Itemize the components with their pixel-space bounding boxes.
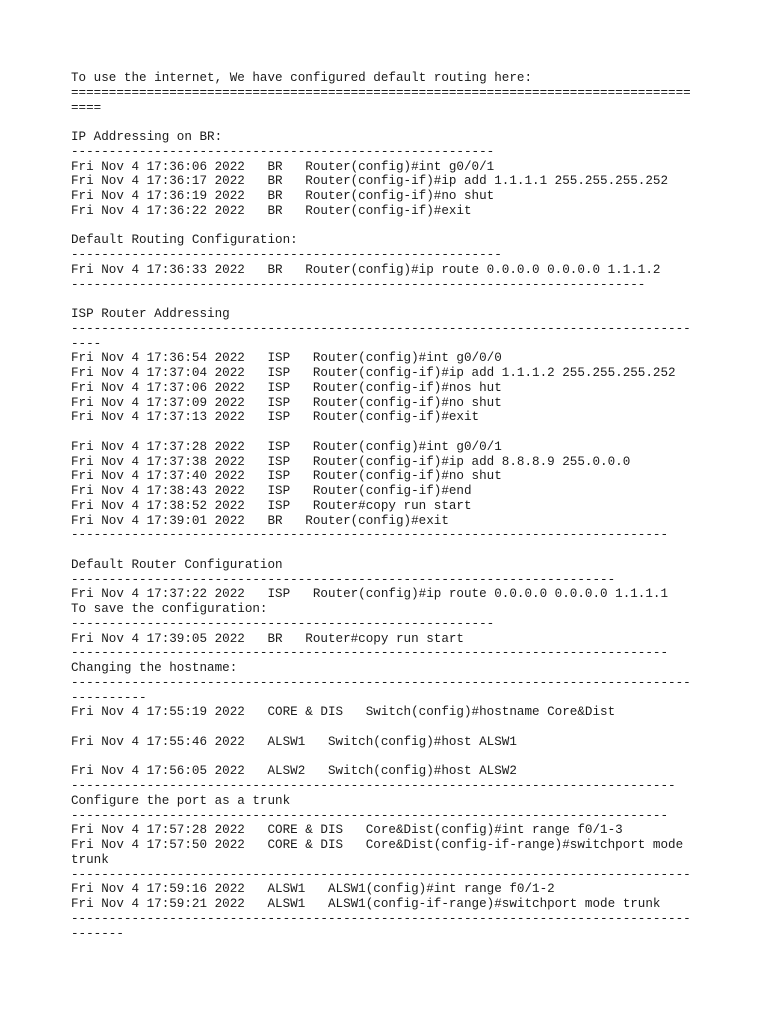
doc-line: Fri Nov 4 17:37:06 2022 ISP Router(config-if)#nos hut bbox=[71, 380, 502, 395]
doc-line: Fri Nov 4 17:38:52 2022 ISP Router#copy run start bbox=[71, 498, 472, 513]
doc-line: Configure the port as a trunk bbox=[71, 793, 291, 808]
doc-line: Fri Nov 4 17:59:16 2022 ALSW1 ALSW1(config)#int range f0/1-2 bbox=[71, 882, 555, 897]
doc-line bbox=[71, 720, 711, 735]
doc-line: ISP Router Addressing bbox=[71, 307, 230, 321]
doc-line: ------------------------------------------------------------------------------- bbox=[71, 528, 669, 543]
doc-line: Fri Nov 4 17:57:50 2022 CORE & DIS Core&Dist(config-if-range)#switchport mode bbox=[71, 838, 684, 852]
doc-line: Default Router Configuration bbox=[71, 557, 283, 572]
doc-line: ---- bbox=[71, 336, 102, 351]
doc-line: ---------------------------------------------------------------------------------- bbox=[71, 911, 691, 926]
doc-line: Fri Nov 4 17:37:04 2022 ISP Router(config-if)#ip add 1.1.1.2 255.255.255.252 bbox=[71, 366, 676, 380]
doc-line: ------------------------------------------------------------------------------- bbox=[71, 646, 669, 661]
doc-line bbox=[71, 750, 711, 765]
doc-line: Fri Nov 4 17:36:06 2022 BR Router(config)#int g0/0/1 bbox=[71, 159, 495, 174]
doc-line: Fri Nov 4 17:39:01 2022 BR Router(config)#exit bbox=[71, 513, 449, 528]
doc-line: Default Routing Configuration: bbox=[71, 233, 298, 248]
doc-line bbox=[71, 425, 711, 440]
doc-line: Fri Nov 4 17:36:54 2022 ISP Router(config)#int g0/0/0 bbox=[71, 351, 502, 366]
doc-line: Fri Nov 4 17:37:22 2022 ISP Router(config)#ip route 0.0.0.0 0.0.0.0 1.1.1.1 bbox=[71, 587, 669, 602]
doc-line: Fri Nov 4 17:55:19 2022 CORE & DIS Switch(config)#hostname Core&Dist bbox=[71, 705, 616, 720]
doc-line: Fri Nov 4 17:37:38 2022 ISP Router(config-if)#ip add 8.8.8.9 255.0.0.0 bbox=[71, 454, 631, 469]
doc-line: Fri Nov 4 17:36:17 2022 BR Router(config-if)#ip add 1.1.1.1 255.255.255.252 bbox=[71, 174, 669, 189]
doc-line: trunk bbox=[71, 852, 109, 867]
doc-line: ------------------------------------------------------------------------------- bbox=[71, 808, 669, 823]
doc-line: Fri Nov 4 17:37:40 2022 ISP Router(config-if)#no shut bbox=[71, 469, 502, 484]
doc-line: --------------------------------------------------------- bbox=[71, 248, 502, 262]
doc-line: To use the internet, We have configured default routing here: bbox=[71, 71, 533, 85]
doc-line: Fri Nov 4 17:57:28 2022 CORE & DIS Core&Dist(config)#int range f0/1-3 bbox=[71, 823, 623, 838]
doc-line: Fri Nov 4 17:38:43 2022 ISP Router(config-if)#end bbox=[71, 484, 472, 498]
doc-line: Fri Nov 4 17:36:19 2022 BR Router(config-if)#no shut bbox=[71, 189, 495, 203]
doc-line: Fri Nov 4 17:39:05 2022 BR Router#copy run start bbox=[71, 631, 464, 646]
doc-line: Fri Nov 4 17:37:09 2022 ISP Router(config-if)#no shut bbox=[71, 395, 502, 410]
doc-line: IP Addressing on BR: bbox=[71, 130, 223, 144]
doc-line: Fri Nov 4 17:55:46 2022 ALSW1 Switch(config)#host ALSW1 bbox=[71, 734, 517, 749]
doc-line: Fri Nov 4 17:56:05 2022 ALSW2 Switch(config)#host ALSW2 bbox=[71, 764, 517, 779]
doc-line: ---------------------------------------------------------------------------------- bbox=[71, 867, 691, 882]
doc-line: Fri Nov 4 17:37:13 2022 ISP Router(config-if)#exit bbox=[71, 410, 480, 425]
doc-line: Fri Nov 4 17:36:33 2022 BR Router(config)#ip route 0.0.0.0 0.0.0.0 1.1.1.2 bbox=[71, 262, 661, 277]
doc-line: -------------------------------------------------------- bbox=[71, 144, 495, 159]
doc-line bbox=[71, 219, 711, 234]
doc-line: ------------------------------------------------------------------------ bbox=[71, 572, 616, 587]
document-page bbox=[71, 71, 711, 941]
doc-line: -------------------------------------------------------------------------------- bbox=[71, 779, 676, 793]
doc-line: ---------------------------------------------------------------------------------- bbox=[71, 321, 691, 336]
doc-line: Changing the hostname: bbox=[71, 661, 238, 675]
doc-line: -------------------------------------------------------- bbox=[71, 616, 495, 631]
doc-line: Fri Nov 4 17:37:28 2022 ISP Router(config)#int g0/0/1 bbox=[71, 439, 502, 454]
doc-line: ---------------------------------------------------------------------------------- bbox=[71, 675, 691, 690]
doc-line: Fri Nov 4 17:36:22 2022 BR Router(config-if)#exit bbox=[71, 203, 472, 218]
doc-line bbox=[71, 115, 711, 130]
doc-line: Fri Nov 4 17:59:21 2022 ALSW1 ALSW1(config-if-range)#switchport mode trunk bbox=[71, 897, 661, 911]
doc-line bbox=[71, 292, 711, 307]
doc-line: To save the configuration: bbox=[71, 602, 268, 616]
doc-line: ---------------------------------------------------------------------------- bbox=[71, 277, 646, 292]
doc-line: ==== bbox=[71, 100, 102, 115]
doc-line: ------- bbox=[71, 926, 124, 941]
doc-line bbox=[71, 543, 711, 558]
doc-line: ---------- bbox=[71, 690, 147, 705]
doc-line: ================================================================================== bbox=[71, 85, 691, 100]
